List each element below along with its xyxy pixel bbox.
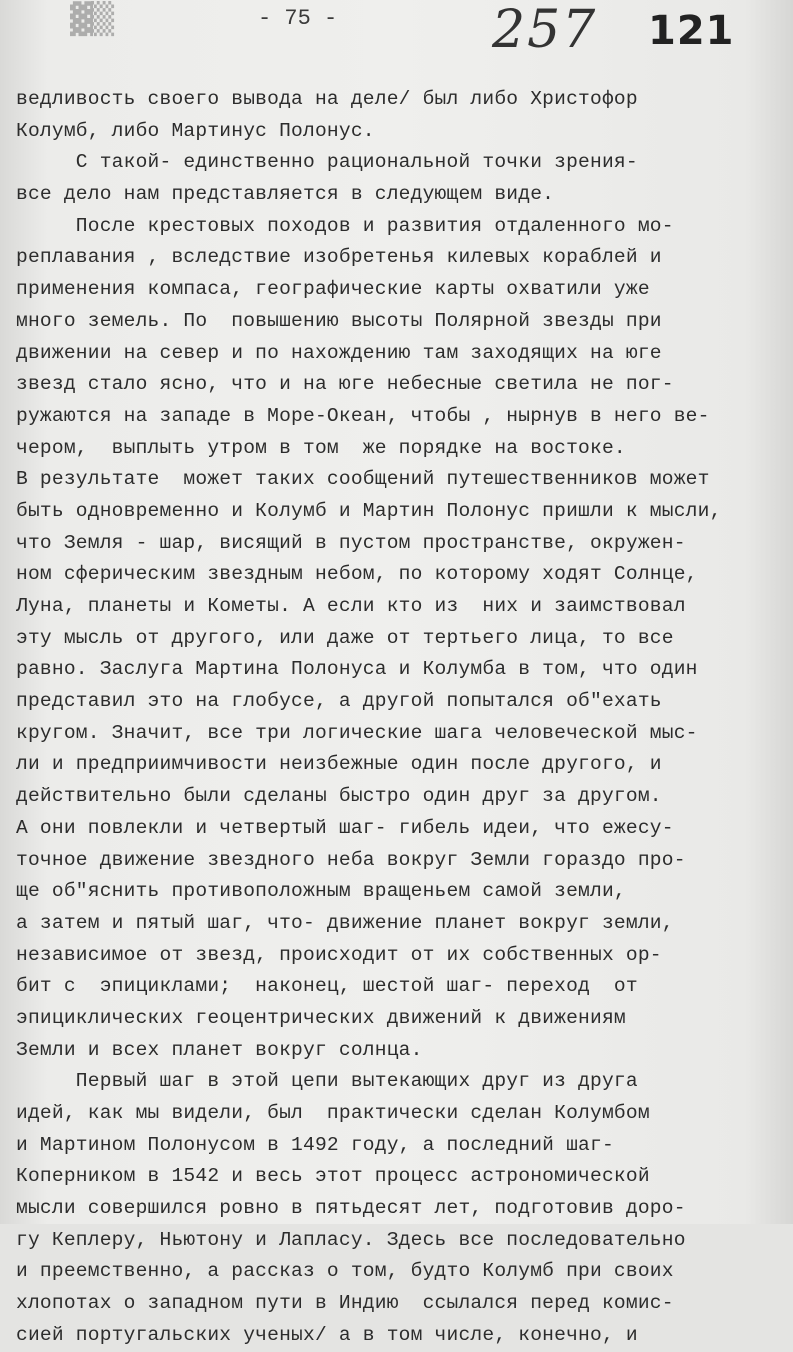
text-line: ружаются на западе в Море-Океан, чтобы , нырнув в него ве- xyxy=(16,404,710,427)
text-line: хлопотах о западном пути в Индию ссылался перед комис- xyxy=(16,1292,674,1315)
text-line: что Земля - шар, висящий в пустом пространстве, окружен- xyxy=(16,531,686,554)
text-line: представил это на глобусе, а другой попытался об"ехать xyxy=(16,690,662,713)
text-line: Коперником в 1542 и весь этот процесс астрономической xyxy=(16,1165,650,1188)
text-line: Колумб, либо Мартинус Полонус. xyxy=(16,119,375,142)
text-line: равно. Заслуга Мартина Полонуса и Колумба в том, что один xyxy=(16,658,698,681)
text-line: Первый шаг в этой цепи вытекающих друг из друга xyxy=(16,1070,638,1093)
text-line: независимое от звезд, происходит от их собственных ор- xyxy=(16,943,662,966)
text-line: ведливость своего вывода на деле/ был либо Христофор xyxy=(16,88,638,110)
text-line: и преемственно, а рассказ о том, будто Колумб при своих xyxy=(16,1260,674,1283)
text-line: ном сферическим звездным небом, по которому ходят Солнце, xyxy=(16,563,698,586)
text-line: бит с эпициклами; наконец, шестой шаг- переход от xyxy=(16,975,638,998)
text-line: гу Кеплеру, Ньютону и Лапласу. Здесь все последовательно xyxy=(16,1228,686,1251)
text-line: движении на север и по нахождению там заходящих на юге xyxy=(16,341,662,364)
text-line: ще об"яснить противоположным вращеньем самой земли, xyxy=(16,880,626,903)
text-line: быть одновременно и Колумб и Мартин Полонус пришли к мысли, xyxy=(16,499,722,522)
sheet-number: 121 xyxy=(648,8,735,54)
text-line: В результате может таких сообщений путешественников может xyxy=(16,468,710,491)
text-line: эпициклических геоцентрических движений к движениям xyxy=(16,1006,626,1029)
text-line: чером, выплыть утром в том же порядке на востоке. xyxy=(16,436,626,459)
page-number: - 75 - xyxy=(258,6,338,31)
text-line: и Мартином Полонусом в 1492 году, а последний шаг- xyxy=(16,1133,614,1156)
archive-number: 257 xyxy=(492,0,598,60)
text-line: звезд стало ясно, что и на юге небесные светила не пог- xyxy=(16,373,674,396)
text-line: все дело нам представляется в следующем виде. xyxy=(16,183,555,206)
text-line: ли и предприимчивости неизбежные один после другого, и xyxy=(16,753,662,776)
text-line: сией португальских ученых/ а в том числе, конечно, и xyxy=(16,1323,638,1346)
text-line: много земель. По повышению высоты Полярной звезды при xyxy=(16,309,662,332)
text-line: применения компаса, географические карты охватили уже xyxy=(16,278,650,301)
text-line: эту мысль от другого, или даже от тертьего лица, то все xyxy=(16,626,674,649)
text-line: точное движение звездного неба вокруг Земли гораздо про- xyxy=(16,848,686,871)
text-line: С такой- единственно рациональной точки зрения- xyxy=(16,151,638,174)
text-line: действительно были сделаны быстро один друг за другом. xyxy=(16,785,662,808)
text-line: А они повлекли и четвертый шаг- гибель идеи, что ежесу- xyxy=(16,816,674,839)
text-line: кругом. Значит, все три логические шага человеческой мыс- xyxy=(16,721,698,744)
text-line: После крестовых походов и развития отдаленного мо- xyxy=(16,214,674,237)
typewritten-text xyxy=(16,84,786,1352)
text-line: мысли совершился ровно в пятьдесят лет, подготовив доро- xyxy=(16,1197,686,1220)
text-line: а затем и пятый шаг, что- движение планет вокруг земли, xyxy=(16,911,674,934)
text-line: Земли и всех планет вокруг солнца. xyxy=(16,1038,423,1061)
faded-stamp: ▓▒ xyxy=(70,2,113,37)
text-line: Луна, планеты и Кометы. А если кто из них и заимствовал xyxy=(16,595,686,617)
text-line: реплавания , вследствие изобретенья килевых кораблей и xyxy=(16,246,662,269)
text-line: идей, как мы видели, был практически сделан Колумбом xyxy=(16,1102,650,1124)
